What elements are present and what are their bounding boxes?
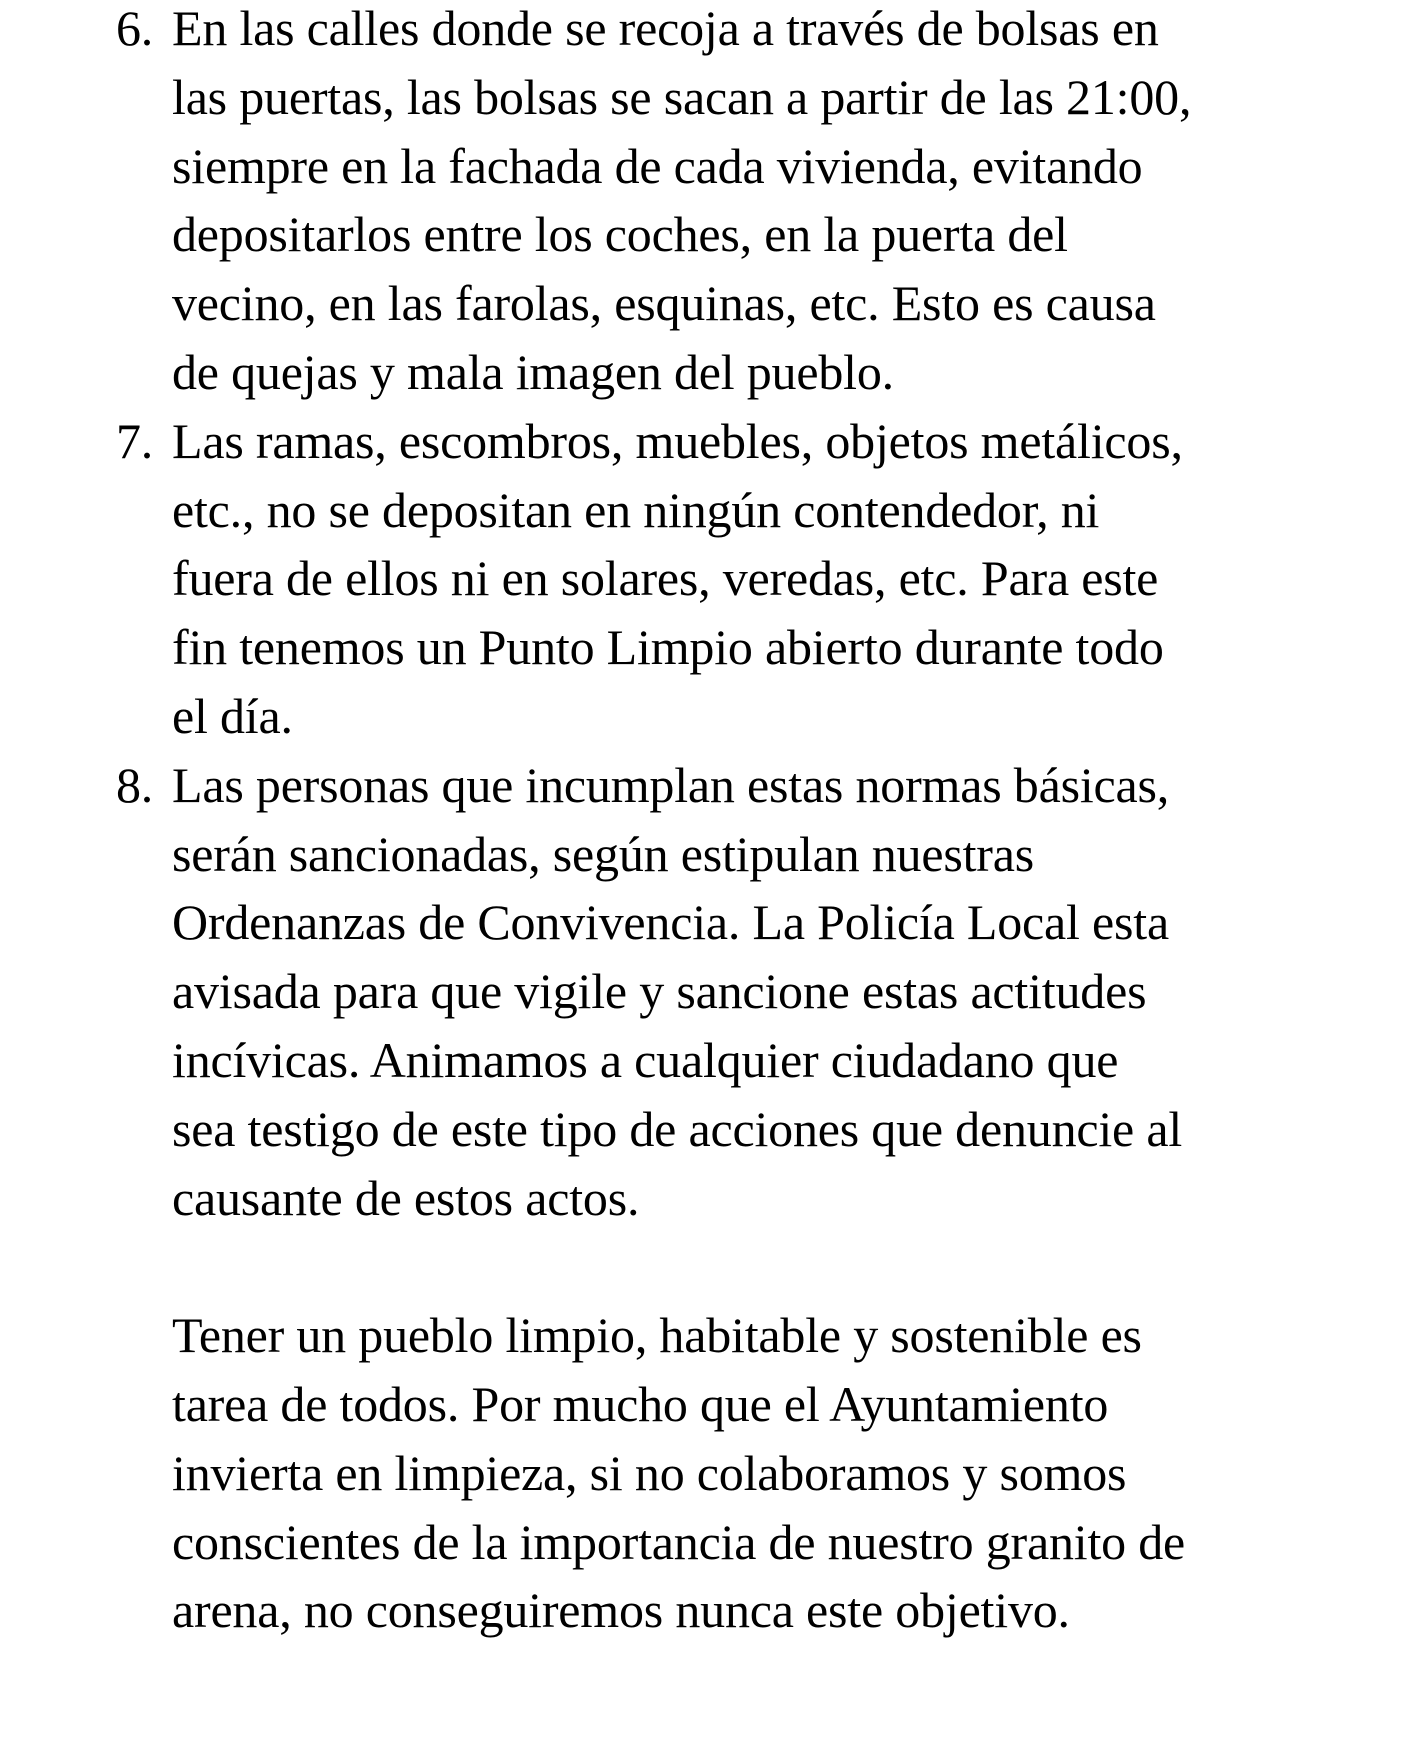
text-line: tarea de todos. Por mucho que el Ayuntamiento	[172, 1375, 1109, 1432]
text-line: fuera de ellos ni en solares, veredas, etc. Para este	[172, 550, 1159, 607]
text-line: invierta en limpieza, si no colaboramos y somos	[172, 1444, 1127, 1501]
text-line: conscientes de la importancia de nuestro granito de	[172, 1513, 1186, 1570]
list-number: 8.	[116, 756, 154, 813]
text-line: Las personas que incumplan estas normas básicas,	[172, 756, 1170, 813]
text-line: serán sancionadas, según estipulan nuestras	[172, 825, 1034, 882]
list-item-6	[0, 0, 1410, 407]
text-line: incívicas. Animamos a cualquier ciudadano que	[172, 1031, 1119, 1088]
text-line: siempre en la fachada de cada vivienda, evitando	[172, 137, 1143, 194]
list-item-7	[0, 407, 1410, 751]
text-line: las puertas, las bolsas se sacan a partir de las 21:00,	[172, 68, 1192, 125]
text-line: el día.	[172, 687, 293, 744]
text-line: vecino, en las farolas, esquinas, etc. Esto es causa	[172, 275, 1156, 332]
text-line: Las ramas, escombros, muebles, objetos metálicos,	[172, 412, 1183, 469]
text-line: causante de estos actos.	[172, 1169, 640, 1226]
text-line: En las calles donde se recoja a través de bolsas en	[172, 0, 1159, 56]
text-line: etc., no se depositan en ningún contendedor, ni	[172, 481, 1100, 538]
text-line: Tener un pueblo limpio, habitable y sostenible es	[172, 1307, 1142, 1364]
text-line: fin tenemos un Punto Limpio abierto durante todo	[172, 619, 1164, 676]
text-line: avisada para que vigile y sancione estas actitudes	[172, 963, 1147, 1020]
text-line: depositarlos entre los coches, en la puerta del	[172, 206, 1068, 263]
list-item-8	[0, 751, 1410, 1233]
closing-paragraph	[0, 1301, 1410, 1645]
list-number: 6.	[116, 0, 154, 56]
text-line: arena, no conseguiremos nunca este objetivo.	[172, 1582, 1070, 1639]
text-line: Ordenanzas de Convivencia. La Policía Local esta	[172, 894, 1169, 951]
text-line: sea testigo de este tipo de acciones que denuncie al	[172, 1100, 1183, 1157]
text-line: de quejas y mala imagen del pueblo.	[172, 343, 894, 400]
list-number: 7.	[116, 412, 154, 469]
